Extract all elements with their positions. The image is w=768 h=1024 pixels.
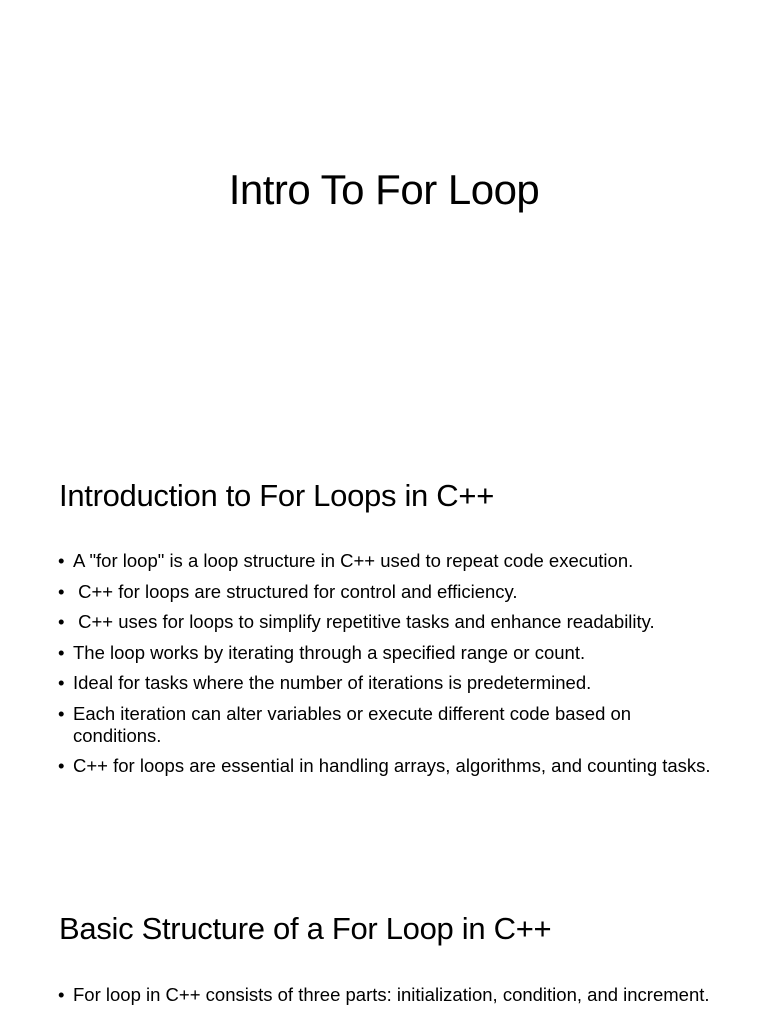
bullet-text: For loop in C++ consists of three parts: initialization, condition, and increment. <box>73 984 710 1005</box>
bullet-text: C++ uses for loops to simplify repetitive tasks and enhance readability. <box>73 611 655 632</box>
list-item <box>58 642 718 664</box>
bullet-text: Ideal for tasks where the number of iterations is predetermined. <box>73 672 592 693</box>
list-item <box>58 984 718 1006</box>
list-item <box>58 703 718 747</box>
structure-section-heading: Basic Structure of a For Loop in C++ <box>59 911 552 946</box>
structure-bullet-list <box>58 984 718 1015</box>
bullet-text: Each iteration can alter variables or execute different code based on conditions. <box>73 702 637 746</box>
list-item <box>58 581 718 603</box>
list-item <box>58 755 718 777</box>
bullet-text: C++ for loops are essential in handling arrays, algorithms, and counting tasks. <box>73 755 711 776</box>
list-item <box>58 611 718 633</box>
intro-bullet-list <box>58 550 718 786</box>
title-slide-heading: Intro To For Loop <box>228 166 540 213</box>
intro-section-heading: Introduction to For Loops in C++ <box>59 478 494 513</box>
list-item <box>58 672 718 694</box>
bullet-text: The loop works by iterating through a specified range or count. <box>73 641 586 663</box>
bullet-text: A "for loop" is a loop structure in C++ used to repeat code execution. <box>73 550 634 571</box>
bullet-text: C++ for loops are structured for control and efficiency. <box>73 580 518 602</box>
list-item <box>58 550 718 572</box>
